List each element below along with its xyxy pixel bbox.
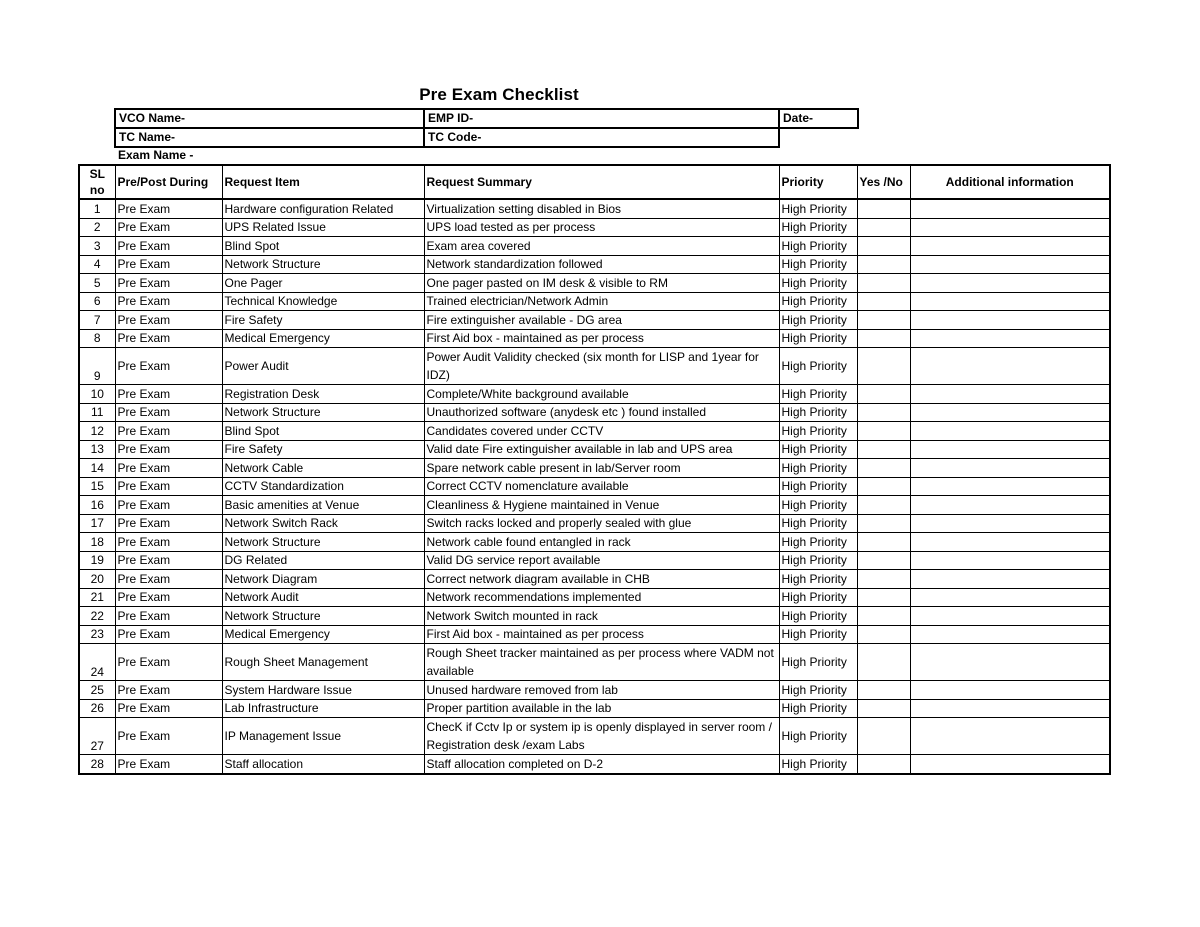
request-summary-cell: Exam area covered — [424, 237, 779, 256]
priority-cell: High Priority — [779, 588, 857, 607]
priority-cell: High Priority — [779, 237, 857, 256]
request-item-cell: Hardware configuration Related — [222, 199, 424, 218]
priority-cell: High Priority — [779, 218, 857, 237]
priority-cell: High Priority — [779, 385, 857, 404]
request-summary-cell: Candidates covered under CCTV — [424, 422, 779, 441]
yes-no-cell[interactable] — [857, 533, 910, 552]
sl-cell: 14 — [79, 459, 115, 478]
checklist-table — [78, 164, 1111, 775]
additional-information-cell[interactable] — [910, 607, 1110, 626]
table-row — [79, 625, 1110, 644]
additional-information-cell[interactable] — [910, 625, 1110, 644]
additional-information-cell[interactable] — [910, 440, 1110, 459]
yes-no-cell[interactable] — [857, 496, 910, 515]
phase-cell: Pre Exam — [115, 699, 222, 718]
request-summary-cell: Network recommendations implemented — [424, 588, 779, 607]
phase-cell: Pre Exam — [115, 403, 222, 422]
phase-cell: Pre Exam — [115, 329, 222, 348]
yes-no-cell[interactable] — [857, 199, 910, 218]
yes-no-cell[interactable] — [857, 551, 910, 570]
additional-information-cell[interactable] — [910, 255, 1110, 274]
additional-information-cell[interactable] — [910, 348, 1110, 385]
additional-information-cell[interactable] — [910, 570, 1110, 589]
phase-cell: Pre Exam — [115, 607, 222, 626]
request-summary-cell: Correct CCTV nomenclature available — [424, 477, 779, 496]
phase-cell: Pre Exam — [115, 292, 222, 311]
request-item-cell: Registration Desk — [222, 385, 424, 404]
priority-cell: High Priority — [779, 607, 857, 626]
table-row — [79, 681, 1110, 700]
phase-cell: Pre Exam — [115, 440, 222, 459]
yes-no-cell[interactable] — [857, 237, 910, 256]
yes-no-cell[interactable] — [857, 681, 910, 700]
phase-cell: Pre Exam — [115, 348, 222, 385]
additional-information-cell[interactable] — [910, 292, 1110, 311]
yes-no-cell[interactable] — [857, 218, 910, 237]
request-summary-cell: Proper partition available in the lab — [424, 699, 779, 718]
additional-information-cell[interactable] — [910, 551, 1110, 570]
table-row — [79, 385, 1110, 404]
additional-information-cell[interactable] — [910, 644, 1110, 681]
yes-no-cell[interactable] — [857, 440, 910, 459]
phase-cell: Pre Exam — [115, 644, 222, 681]
request-item-cell: IP Management Issue — [222, 718, 424, 755]
request-item-cell: Power Audit — [222, 348, 424, 385]
yes-no-cell[interactable] — [857, 459, 910, 478]
yes-no-cell[interactable] — [857, 311, 910, 330]
yes-no-cell[interactable] — [857, 292, 910, 311]
sl-cell: 28 — [79, 755, 115, 774]
priority-cell: High Priority — [779, 292, 857, 311]
column-header-sl-no: SL no — [79, 165, 115, 199]
date-field[interactable]: Date- — [778, 108, 859, 129]
request-summary-cell: Complete/White background available — [424, 385, 779, 404]
request-item-cell: Network Diagram — [222, 570, 424, 589]
request-item-cell: Rough Sheet Management — [222, 644, 424, 681]
table-row — [79, 237, 1110, 256]
priority-cell: High Priority — [779, 255, 857, 274]
priority-cell: High Priority — [779, 755, 857, 774]
sl-cell: 18 — [79, 533, 115, 552]
table-row — [79, 496, 1110, 515]
table-row — [79, 514, 1110, 533]
priority-cell: High Priority — [779, 681, 857, 700]
table-row — [79, 644, 1110, 681]
emp-id-field[interactable]: EMP ID- — [423, 108, 780, 129]
sl-cell: 27 — [79, 718, 115, 755]
request-summary-cell: Rough Sheet tracker maintained as per process where VADM not available — [424, 644, 779, 681]
priority-cell: High Priority — [779, 348, 857, 385]
table-row — [79, 459, 1110, 478]
table-row — [79, 440, 1110, 459]
yes-no-cell[interactable] — [857, 422, 910, 441]
request-item-cell: Network Switch Rack — [222, 514, 424, 533]
phase-cell: Pre Exam — [115, 218, 222, 237]
phase-cell: Pre Exam — [115, 255, 222, 274]
priority-cell: High Priority — [779, 514, 857, 533]
request-item-cell: Blind Spot — [222, 422, 424, 441]
yes-no-cell[interactable] — [857, 514, 910, 533]
additional-information-cell[interactable] — [910, 237, 1110, 256]
request-summary-cell: First Aid box - maintained as per process — [424, 625, 779, 644]
request-item-cell: Fire Safety — [222, 440, 424, 459]
additional-information-cell[interactable] — [910, 699, 1110, 718]
request-item-cell: UPS Related Issue — [222, 218, 424, 237]
phase-cell: Pre Exam — [115, 625, 222, 644]
phase-cell: Pre Exam — [115, 551, 222, 570]
priority-cell: High Priority — [779, 403, 857, 422]
additional-information-cell[interactable] — [910, 422, 1110, 441]
request-item-cell: Network Structure — [222, 403, 424, 422]
column-header-request-item: Request Item — [222, 165, 424, 199]
sl-cell: 15 — [79, 477, 115, 496]
priority-cell: High Priority — [779, 551, 857, 570]
request-item-cell: DG Related — [222, 551, 424, 570]
additional-information-cell[interactable] — [910, 274, 1110, 293]
yes-no-cell[interactable] — [857, 329, 910, 348]
priority-cell: High Priority — [779, 699, 857, 718]
table-row — [79, 755, 1110, 774]
request-item-cell: Medical Emergency — [222, 625, 424, 644]
request-summary-cell: Network cable found entangled in rack — [424, 533, 779, 552]
table-row — [79, 292, 1110, 311]
request-summary-cell: Staff allocation completed on D-2 — [424, 755, 779, 774]
request-summary-cell: One pager pasted on IM desk & visible to RM — [424, 274, 779, 293]
sl-cell: 8 — [79, 329, 115, 348]
additional-information-cell[interactable] — [910, 718, 1110, 755]
request-item-cell: System Hardware Issue — [222, 681, 424, 700]
sl-cell: 19 — [79, 551, 115, 570]
phase-cell: Pre Exam — [115, 459, 222, 478]
sl-cell: 20 — [79, 570, 115, 589]
phase-cell: Pre Exam — [115, 681, 222, 700]
column-header-priority: Priority — [779, 165, 857, 199]
phase-cell: Pre Exam — [115, 477, 222, 496]
phase-cell: Pre Exam — [115, 199, 222, 218]
tc-name-field[interactable]: TC Name- — [114, 129, 425, 148]
priority-cell: High Priority — [779, 422, 857, 441]
phase-cell: Pre Exam — [115, 533, 222, 552]
request-item-cell: One Pager — [222, 274, 424, 293]
sl-cell: 6 — [79, 292, 115, 311]
phase-cell: Pre Exam — [115, 718, 222, 755]
priority-cell: High Priority — [779, 533, 857, 552]
priority-cell: High Priority — [779, 644, 857, 681]
yes-no-cell[interactable] — [857, 403, 910, 422]
sl-cell: 13 — [79, 440, 115, 459]
request-summary-cell: Spare network cable present in lab/Server room — [424, 459, 779, 478]
page-title: Pre Exam Checklist — [419, 85, 579, 104]
table-row — [79, 588, 1110, 607]
additional-information-cell[interactable] — [910, 588, 1110, 607]
yes-no-cell[interactable] — [857, 699, 910, 718]
request-item-cell: Lab Infrastructure — [222, 699, 424, 718]
request-item-cell: Technical Knowledge — [222, 292, 424, 311]
sl-cell: 7 — [79, 311, 115, 330]
request-summary-cell: Network Switch mounted in rack — [424, 607, 779, 626]
yes-no-cell[interactable] — [857, 718, 910, 755]
sl-cell: 21 — [79, 588, 115, 607]
phase-cell: Pre Exam — [115, 422, 222, 441]
table-row — [79, 311, 1110, 330]
yes-no-cell[interactable] — [857, 755, 910, 774]
request-summary-cell: Valid DG service report available — [424, 551, 779, 570]
table-row — [79, 533, 1110, 552]
sl-cell: 17 — [79, 514, 115, 533]
table-row — [79, 218, 1110, 237]
vco-name-field[interactable]: VCO Name- — [114, 108, 425, 129]
sl-cell: 11 — [79, 403, 115, 422]
table-row — [79, 199, 1110, 218]
exam-name-label: Exam Name - — [118, 148, 194, 162]
request-item-cell: Network Structure — [222, 607, 424, 626]
table-row — [79, 718, 1110, 755]
request-item-cell: Network Cable — [222, 459, 424, 478]
priority-cell: High Priority — [779, 718, 857, 755]
request-item-cell: CCTV Standardization — [222, 477, 424, 496]
priority-cell: High Priority — [779, 496, 857, 515]
priority-cell: High Priority — [779, 625, 857, 644]
request-summary-cell: Power Audit Validity checked (six month for LISP and 1year for IDZ) — [424, 348, 779, 385]
sl-cell: 4 — [79, 255, 115, 274]
request-summary-cell: Fire extinguisher available - DG area — [424, 311, 779, 330]
table-row — [79, 329, 1110, 348]
tc-code-field[interactable]: TC Code- — [423, 129, 780, 148]
sl-cell: 24 — [79, 644, 115, 681]
additional-information-cell[interactable] — [910, 477, 1110, 496]
request-item-cell: Blind Spot — [222, 237, 424, 256]
priority-cell: High Priority — [779, 570, 857, 589]
additional-information-cell[interactable] — [910, 533, 1110, 552]
sl-cell: 9 — [79, 348, 115, 385]
table-row — [79, 477, 1110, 496]
additional-information-cell[interactable] — [910, 311, 1110, 330]
sl-cell: 5 — [79, 274, 115, 293]
column-header-request-summary: Request Summary — [424, 165, 779, 199]
phase-cell: Pre Exam — [115, 496, 222, 515]
phase-cell: Pre Exam — [115, 311, 222, 330]
priority-cell: High Priority — [779, 440, 857, 459]
additional-information-cell[interactable] — [910, 218, 1110, 237]
additional-information-cell[interactable] — [910, 681, 1110, 700]
phase-cell: Pre Exam — [115, 755, 222, 774]
request-summary-cell: Correct network diagram available in CHB — [424, 570, 779, 589]
sl-cell: 25 — [79, 681, 115, 700]
request-item-cell: Staff allocation — [222, 755, 424, 774]
request-summary-cell: UPS load tested as per process — [424, 218, 779, 237]
sl-cell: 10 — [79, 385, 115, 404]
request-summary-cell: Virtualization setting disabled in Bios — [424, 199, 779, 218]
yes-no-cell[interactable] — [857, 570, 910, 589]
request-summary-cell: First Aid box - maintained as per process — [424, 329, 779, 348]
request-item-cell: Network Audit — [222, 588, 424, 607]
priority-cell: High Priority — [779, 274, 857, 293]
request-summary-cell: ChecK if Cctv Ip or system ip is openly displayed in server room / Registration desk /exam Labs — [424, 718, 779, 755]
additional-information-cell[interactable] — [910, 459, 1110, 478]
additional-information-cell[interactable] — [910, 755, 1110, 774]
yes-no-cell[interactable] — [857, 274, 910, 293]
sl-cell: 22 — [79, 607, 115, 626]
request-summary-cell: Unauthorized software (anydesk etc ) found installed — [424, 403, 779, 422]
request-item-cell: Network Structure — [222, 533, 424, 552]
phase-cell: Pre Exam — [115, 514, 222, 533]
phase-cell: Pre Exam — [115, 570, 222, 589]
priority-cell: High Priority — [779, 199, 857, 218]
table-row — [79, 274, 1110, 293]
sl-cell: 3 — [79, 237, 115, 256]
request-item-cell: Fire Safety — [222, 311, 424, 330]
yes-no-cell[interactable] — [857, 588, 910, 607]
priority-cell: High Priority — [779, 311, 857, 330]
phase-cell: Pre Exam — [115, 385, 222, 404]
sl-cell: 2 — [79, 218, 115, 237]
request-summary-cell: Trained electrician/Network Admin — [424, 292, 779, 311]
yes-no-cell[interactable] — [857, 385, 910, 404]
yes-no-cell[interactable] — [857, 644, 910, 681]
sl-cell: 16 — [79, 496, 115, 515]
additional-information-cell[interactable] — [910, 199, 1110, 218]
table-row — [79, 570, 1110, 589]
request-summary-cell: Switch racks locked and properly sealed with glue — [424, 514, 779, 533]
priority-cell: High Priority — [779, 329, 857, 348]
yes-no-cell[interactable] — [857, 625, 910, 644]
priority-cell: High Priority — [779, 459, 857, 478]
request-summary-cell: Valid date Fire extinguisher available in lab and UPS area — [424, 440, 779, 459]
priority-cell: High Priority — [779, 477, 857, 496]
additional-information-cell[interactable] — [910, 403, 1110, 422]
request-summary-cell: Network standardization followed — [424, 255, 779, 274]
table-row — [79, 348, 1110, 385]
yes-no-cell[interactable] — [857, 477, 910, 496]
column-header-pre-post-during: Pre/Post During — [115, 165, 222, 199]
additional-information-cell[interactable] — [910, 514, 1110, 533]
additional-information-cell[interactable] — [910, 385, 1110, 404]
sl-cell: 1 — [79, 199, 115, 218]
request-item-cell: Basic amenities at Venue — [222, 496, 424, 515]
additional-information-cell[interactable] — [910, 496, 1110, 515]
phase-cell: Pre Exam — [115, 274, 222, 293]
yes-no-cell[interactable] — [857, 255, 910, 274]
request-item-cell: Medical Emergency — [222, 329, 424, 348]
sl-cell: 26 — [79, 699, 115, 718]
phase-cell: Pre Exam — [115, 237, 222, 256]
request-summary-cell: Cleanliness & Hygiene maintained in Venue — [424, 496, 779, 515]
column-header-additional-information: Additional information — [910, 165, 1110, 199]
request-item-cell: Network Structure — [222, 255, 424, 274]
request-summary-cell: Unused hardware removed from lab — [424, 681, 779, 700]
table-row — [79, 607, 1110, 626]
table-row — [79, 699, 1110, 718]
yes-no-cell[interactable] — [857, 348, 910, 385]
table-header-row — [79, 165, 1110, 199]
yes-no-cell[interactable] — [857, 607, 910, 626]
table-row — [79, 422, 1110, 441]
phase-cell: Pre Exam — [115, 588, 222, 607]
table-row — [79, 255, 1110, 274]
additional-information-cell[interactable] — [910, 329, 1110, 348]
sl-cell: 12 — [79, 422, 115, 441]
table-row — [79, 403, 1110, 422]
sl-cell: 23 — [79, 625, 115, 644]
table-row — [79, 551, 1110, 570]
column-header-yes-no: Yes /No — [857, 165, 910, 199]
